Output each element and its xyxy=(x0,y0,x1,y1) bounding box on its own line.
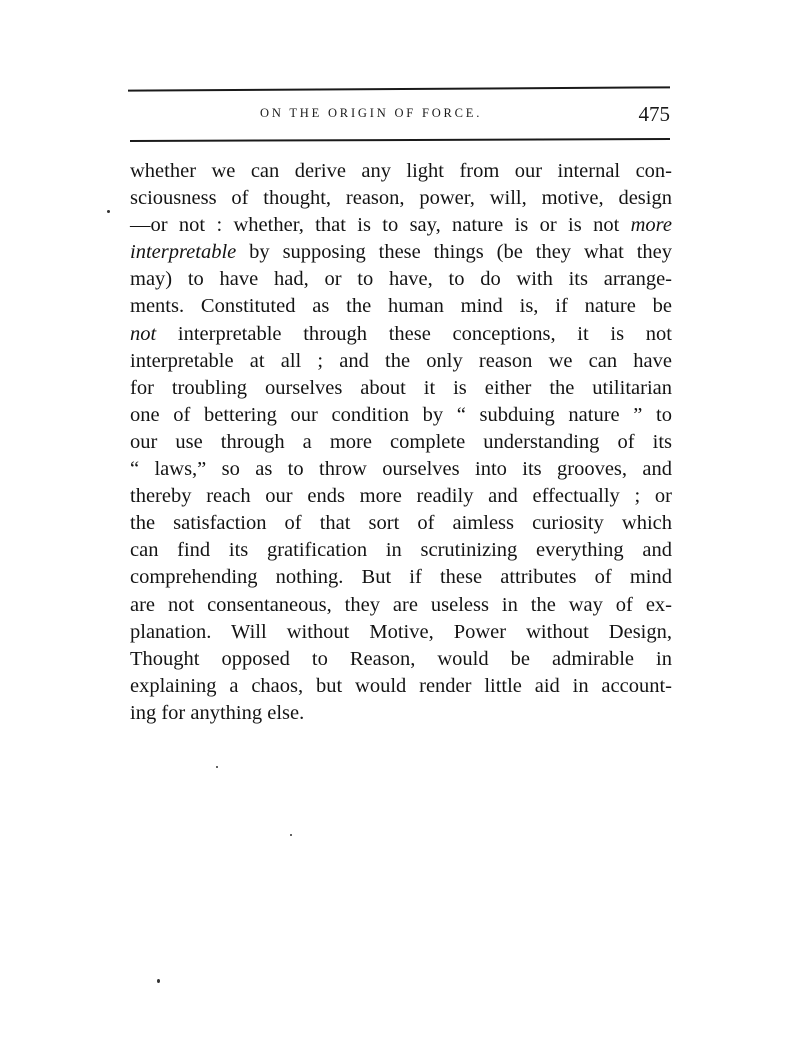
text-segment: ments. Constituted as the human mind is, if nature be xyxy=(130,295,672,318)
page-speck xyxy=(157,979,160,983)
text-line xyxy=(130,483,672,510)
text-segment: one of bettering our condition by “ subduing nature ” to xyxy=(130,403,672,426)
text-segment: interpretable at all ; and the only reason we can have xyxy=(130,349,672,372)
page-number: 475 xyxy=(638,102,670,126)
text-line xyxy=(130,402,672,429)
text-segment: whether we can derive any light from our internal con- xyxy=(130,160,672,182)
text-line xyxy=(130,158,672,185)
text-line xyxy=(130,321,672,348)
text-segment: interpretable through these conceptions, it is not xyxy=(156,322,672,345)
text-line xyxy=(130,429,672,456)
text-segment: our use through a more complete understanding of its xyxy=(130,430,672,453)
text-segment: Thought opposed to Reason, would be admirable in xyxy=(130,647,672,670)
text-segment: sciousness of thought, reason, power, will, motive, design xyxy=(130,187,672,210)
text-line xyxy=(130,510,672,537)
text-segment: “ laws,” so as to throw ourselves into its grooves, and xyxy=(130,458,672,481)
text-segment: —or not : whether, that is to say, nature is or is not xyxy=(130,214,631,237)
text-line xyxy=(130,537,672,564)
text-line xyxy=(130,592,672,619)
text-line xyxy=(130,212,672,239)
text-line xyxy=(130,646,672,673)
text-segment: explaining a chaos, but would render little aid in account- xyxy=(130,674,672,697)
text-segment: may) to have had, or to have, to do with its arrange- xyxy=(130,268,672,291)
text-line xyxy=(130,185,672,212)
page-speck xyxy=(290,834,292,836)
running-head xyxy=(130,103,670,127)
running-title: ON THE ORIGIN OF FORCE. xyxy=(260,106,483,120)
text-line xyxy=(130,348,672,375)
text-line xyxy=(130,700,672,727)
text-segment: ing for anything else. xyxy=(130,701,305,724)
text-segment: are not consentaneous, they are useless in the way of ex- xyxy=(130,593,672,616)
text-segment: planation. Will without Motive, Power without Design, xyxy=(130,620,672,643)
header-top-rule xyxy=(128,86,670,91)
text-segment: the satisfaction of that sort of aimless curiosity which xyxy=(130,512,672,535)
text-line xyxy=(130,293,672,320)
body-paragraph xyxy=(130,158,672,727)
text-segment: can find its gratification in scrutinizing everything and xyxy=(130,539,672,562)
italic-text: interpretable xyxy=(130,241,237,264)
text-line xyxy=(130,564,672,591)
text-line xyxy=(130,266,672,293)
text-line xyxy=(130,456,672,483)
header-bottom-rule xyxy=(130,138,670,142)
text-line xyxy=(130,673,672,700)
text-line xyxy=(130,619,672,646)
text-line xyxy=(130,375,672,402)
italic-text: not xyxy=(130,322,157,345)
margin-speck xyxy=(107,210,110,213)
text-segment: for troubling ourselves about it is either the utilitarian xyxy=(130,376,672,399)
text-segment: thereby reach our ends more readily and effectually ; or xyxy=(130,485,672,508)
text-segment: by supposing these things (be they what they xyxy=(236,241,672,264)
text-line xyxy=(130,239,672,266)
text-segment: comprehending nothing. But if these attributes of mind xyxy=(130,566,672,589)
italic-text: more xyxy=(630,214,672,237)
page-speck xyxy=(216,766,218,768)
